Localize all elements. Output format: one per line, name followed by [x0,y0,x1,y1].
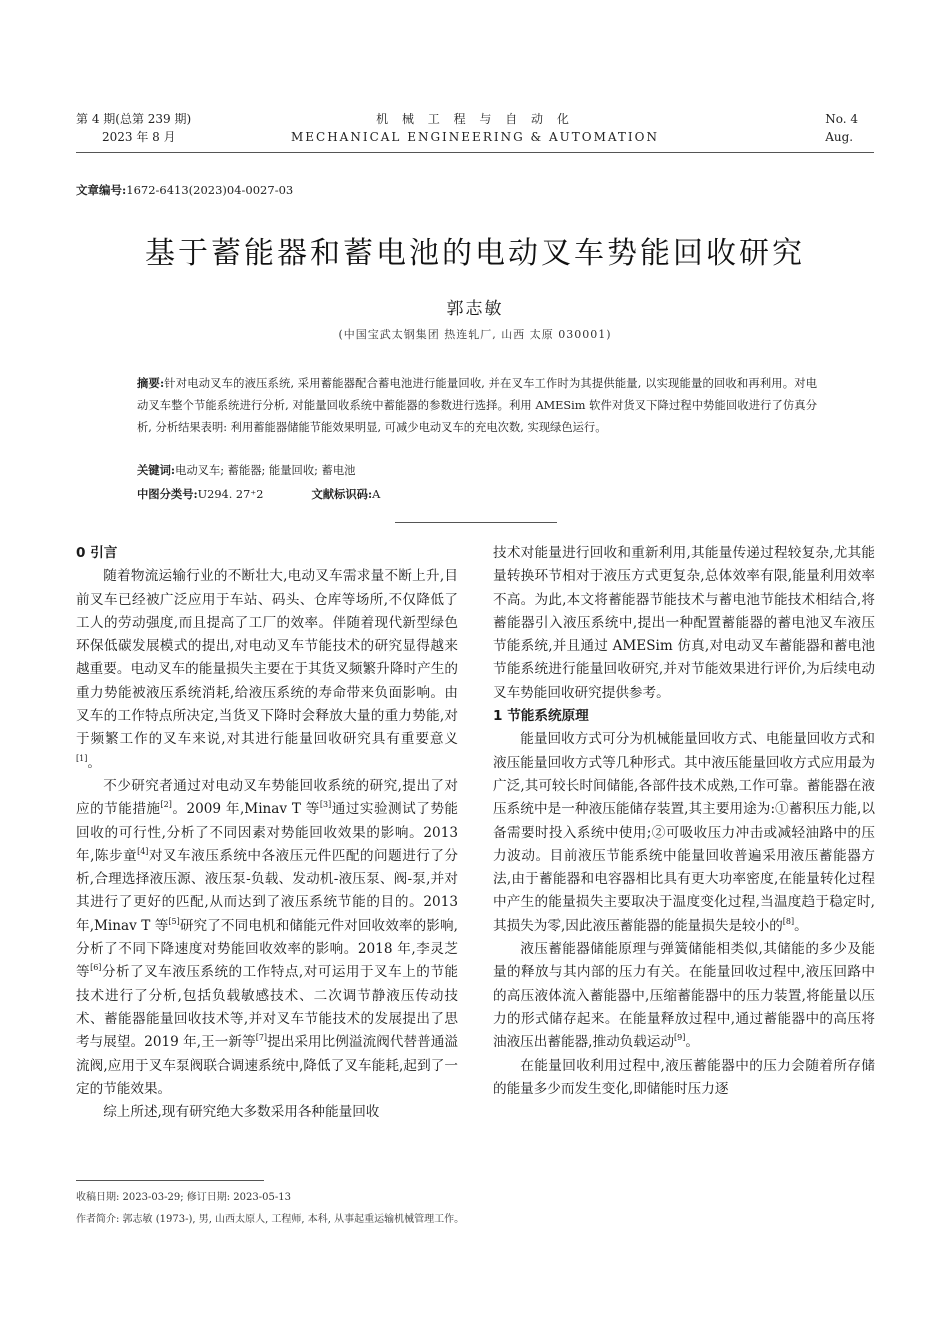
paragraph-1: 随着物流运输行业的不断壮大,电动叉车需求量不断上升,目前叉车已经被广泛应用于车站、码头、仓库等场所,不仅降低了工人的劳动强度,而且提高了工厂的效率。伴随着现代新型绿色环保低碳发展模式的提出,对电动叉车节能技术的研究显得越来越重要。电动叉车的能量损失主要在于其货叉频繁升降时产生的重力势能被液压系统消耗,给液压系统的寿命带来负面影响。由叉车的工作特点所决定,当货叉下降时会释放大量的重力势能,对于频繁工作的叉车来说,对其进行能量回收研究具有重要意义[1]。 [76,568,458,771]
keywords [137,462,355,478]
clc-value: U294. 27⁺2 [197,488,264,501]
issue-number: 第 4 期(总第 239 期) [76,112,192,126]
clc-label: 中图分类号: [137,487,198,501]
received-date: 收稿日期: 2023-03-29; 修订日期: 2023-05-13 [76,1192,291,1203]
citation: [4] [137,846,149,856]
paragraph-2: 不少研究者通过对电动叉车势能回收系统的研究,提出了对应的节能措施[2]。2009 年,Minav T 等[3]通过实验测试了势能回收的可行性,分析了不同因素对势能回收效果的影响。2013 年,陈步童[4]对叉车液压系统中各液压元件匹配的问题进行了分析,合理选择液压源、液压泵-负载、发动机-液压泵、阀-泵,并对其进行了更好的匹配,从而达到了液压系统节能的目的。2013 年,Minav T 等[5]研究了不同电机和储能元件对回收效率的影响,分析了不同下降速度对势能回收效率的影响。2018 年,李灵芝等[6]分析了叉车液压系统的工作特点,对可运用于叉车上的节能技术进行了分析,包括负载敏感技术、二次调节静液压传动技术、蓄能器能量回收技术等,并对叉车节能技术的发展提出了思考与展望。2019 年,王一新等[7]提出采用比例溢流阀代替普通溢流阀,应用于叉车泵阀联合调速系统中,降低了叉车能耗,起到了一定的节能效果。 [76,777,459,1097]
article-number-value: 1672-6413(2023)04-0027-03 [126,183,294,197]
classification [137,486,380,502]
body-column-right [493,542,875,1101]
paragraph-3-continued: 技术对能量进行回收和重新利用,其能量传递过程较复杂,尤其能量转换环节相对于液压方式更复杂,总体效率有限,能量利用效率不高。为此,本文将蓄能器节能技术与蓄电池节能技术相结合,将蓄能器引入液压系统中,提出一种配置蓄能器的蓄电池叉车液压节能系统,并且通过 AMESim 仿真,对电动叉车蓄能器和蓄电池节能系统进行能量回收研究,并对节能效果进行评价,为后续电动叉车势能回收研究提供参考。 [493,545,875,701]
issue-info-en [825,110,858,146]
citation: [1] [76,753,88,763]
citation: [3] [319,800,332,810]
issue-no-en: No. 4 [825,112,858,126]
citation: [7] [255,1033,268,1043]
citation: [9] [674,1033,686,1043]
doc-code-value: A [372,488,381,501]
keywords-label: 关键词: [137,463,176,477]
article-number-label: 文章编号: [76,183,127,197]
section-1-heading: 1 节能系统原理 [493,708,589,725]
journal-name-en: MECHANICAL ENGINEERING & AUTOMATION [290,130,659,144]
section-0-heading: 0 引言 [76,545,118,561]
body-column-left [76,542,458,1124]
article-number [76,182,293,198]
paragraph-5: 液压蓄能器储能原理与弹簧储能相类似,其储能的多少及能量的释放与其内部的压力有关。在能量回收过程中,液压回路中的高压液体流入蓄能器中,压缩蓄能器中的压力装置,将能量以压力的形式储存起来。在能量释放过程中,通过蓄能器中的高压将油液压出蓄能器,推动负载运动[9]。 [493,941,875,1051]
issue-date: 2023 年 8 月 [102,130,176,144]
abstract [137,372,817,439]
paragraph-6: 在能量回收利用过程中,液压蓄能器中的压力会随着所存储的能量多少而发生变化,即储能时压力逐 [493,1057,875,1097]
citation: [8] [782,916,795,926]
paper-title: 基于蓄能器和蓄电池的电动叉车势能回收研究 [145,236,805,271]
author-affiliation: (中国宝武太钢集团 热连轧厂, 山西 太原 030001) [338,328,612,341]
citation: [5] [168,916,180,926]
paragraph-3: 综上所述,现有研究绝大多数采用各种能量回收 [103,1104,380,1121]
doc-code-label: 文献标识码: [311,487,373,501]
citation: [6] [90,963,102,973]
footnote-rule [76,1180,264,1181]
citation: [2] [160,800,172,810]
separator-rule [395,522,557,523]
abstract-text: 针对电动叉车的液压系统, 采用蓄能器配合蓄电池进行能量回收, 并在叉车工作时为其提供能量, 以实现能量的回收和再利用。对电动叉车整个节能系统进行分析, 对能量回收系统中蓄能器的参数进行选择。利用 AMESim 软件对货叉下降过程中势能回收进行了仿真分析, 分析结果表明: 利用蓄能器储能节能效果明显, 可减少电动叉车的充电次数, 实现绿色运行。 [137,377,817,434]
paragraph-4: 能量回收方式可分为机械能量回收方式、电能量回收方式和液压能量回收方式等几种形式。其中液压能量回收方式应用最为广泛,其可较长时间储能,各部件技术成熟,工作可靠。蓄能器在液压系统中是一种液压能储存装置,其主要用途为:①蓄积压力能,以备需要时投入系统中使用;②可吸收压力冲击或减轻油路中的压力波动。目前液压节能系统中能量回收普遍采用液压蓄能器方法,由于蓄能器和电容器相比具有更大功率密度,在能量转化过程中产生的能量损失主要取决于温度变化过程,当温度趋于稳定时,其损失为零,因此液压蓄能器的能量损失是较小的[8]。 [493,731,875,934]
author-bio: 作者简介: 郭志敏 (1973-), 男, 山西太原人, 工程师, 本科, 从事起重运输机械管理工作。 [76,1214,465,1225]
issue-month-en: Aug. [825,130,854,144]
journal-name [0,110,950,146]
abstract-label: 摘要: [137,376,165,390]
journal-name-cn: 机 械 工 程 与 自 动 化 [376,112,574,126]
header-rule [76,152,874,153]
author-name: 郭志敏 [446,299,504,319]
keywords-value: 电动叉车; 蓄能器; 能量回收; 蓄电池 [175,464,356,477]
